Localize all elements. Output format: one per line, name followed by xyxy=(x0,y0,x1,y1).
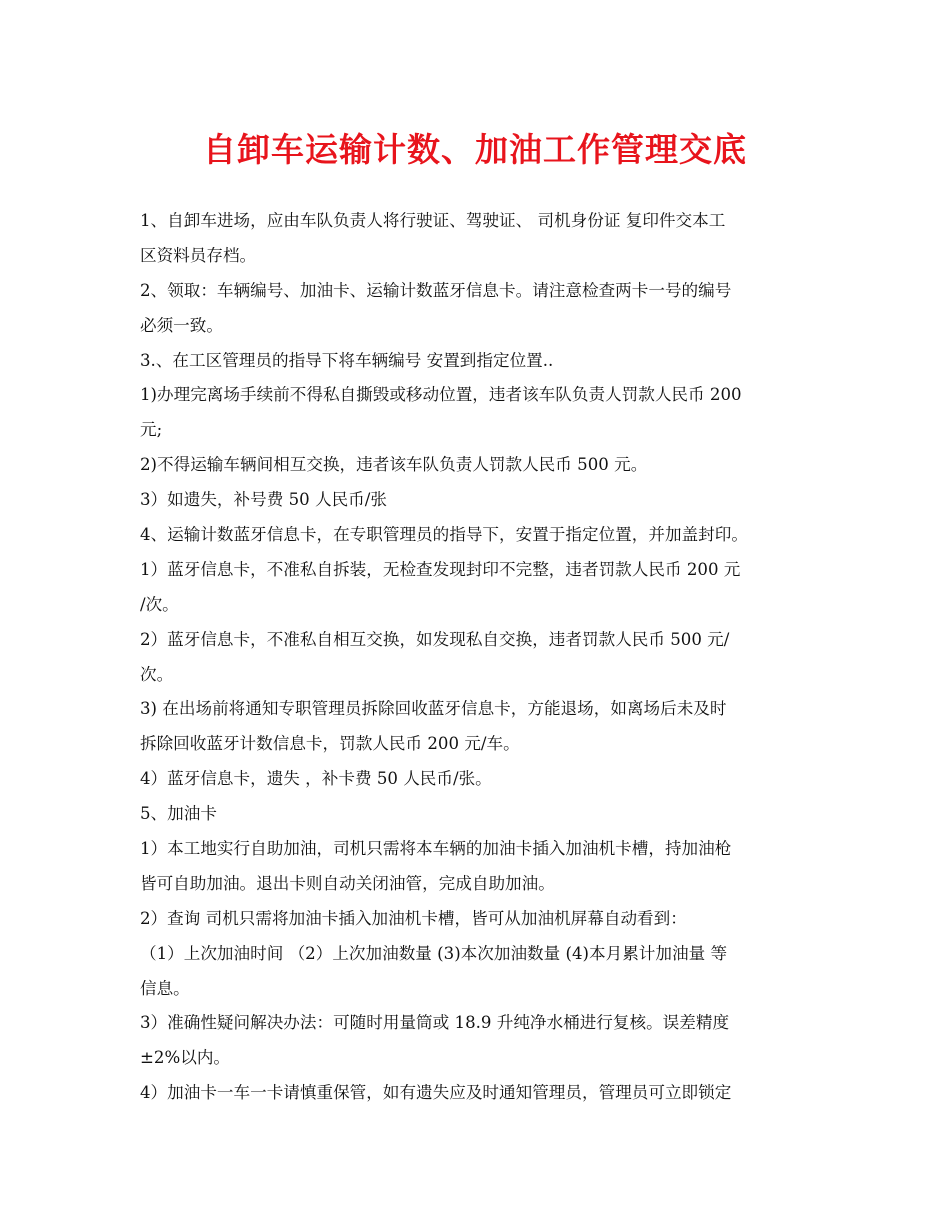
text-line: 4）加油卡一车一卡请慎重保管，如有遗失应及时通知管理员，管理员可立即锁定 xyxy=(140,1083,732,1103)
text-line: 4）蓝牙信息卡，遗失 ，补卡费 50 人民币/张。 xyxy=(140,769,492,789)
text-line: 必须一致。 xyxy=(140,315,223,335)
text-line: 3）如遗失，补号费 50 人民币/张 xyxy=(140,490,387,510)
text-line: 2)不得运输车辆间相互交换，违者该车队负责人罚款人民币 500 元。 xyxy=(140,455,648,475)
text-line: 1、自卸车进场，应由车队负责人将行驶证、驾驶证、 司机身份证 复印件交本工 xyxy=(140,211,726,230)
text-line: 2）查询 司机只需将加油卡插入加油机卡槽，皆可从加油机屏幕自动看到： xyxy=(140,908,687,928)
text-line: 4、运输计数蓝牙信息卡，在专职管理员的指导下，安置于指定位置，并加盖封印。 xyxy=(140,525,748,545)
text-line: 皆可自助加油。退出卡则自动关闭油管，完成自助加油。 xyxy=(140,873,555,893)
text-line: 2、领取：车辆编号、加油卡、运输计数蓝牙信息卡。请注意检查两卡一号的编号 xyxy=(140,280,732,300)
text-line: ±2%以内。 xyxy=(140,1048,231,1068)
text-line: 拆除回收蓝牙计数信息卡，罚款人民币 200 元/车。 xyxy=(140,734,520,754)
text-line: 元; xyxy=(140,420,163,440)
text-line: （1）上次加油时间 （2）上次加油数量 (3)本次加油数量 (4)本月累计加油量 等 xyxy=(140,943,728,963)
text-line: 3.、在工区管理员的指导下将车辆编号 安置到指定位置.. xyxy=(140,350,554,370)
text-line: 信息。 xyxy=(140,978,190,998)
text-line: 1）蓝牙信息卡，不准私自拆装，无检查发现封印不完整，违者罚款人民币 200 元 xyxy=(140,559,741,579)
text-line: 次。 xyxy=(140,664,174,684)
text-line: 2）蓝牙信息卡，不准私自相互交换，如发现私自交换，违者罚款人民币 500 元/ xyxy=(140,629,730,649)
text-line: 1)办理完离场手续前不得私自撕毁或移动位置，违者该车队负责人罚款人民币 200 xyxy=(140,385,742,405)
document-title: 自卸车运输计数、加油工作管理交底 xyxy=(203,130,747,169)
document-body xyxy=(140,204,812,1111)
text-line: 3) 在出场前将通知专职管理员拆除回收蓝牙信息卡，方能退场，如离场后未及时 xyxy=(140,699,727,719)
text-line: 3）准确性疑问解决办法：可随时用量筒或 18.9 升纯净水桶进行复核。误差精度 xyxy=(140,1013,730,1033)
text-line: /次。 xyxy=(140,594,179,614)
text-line: 5、加油卡 xyxy=(140,804,217,824)
text-line: 区资料员存档。 xyxy=(140,245,257,265)
text-line: 1）本工地实行自助加油，司机只需将本车辆的加油卡插入加油机卡槽，持加油枪 xyxy=(140,839,732,859)
